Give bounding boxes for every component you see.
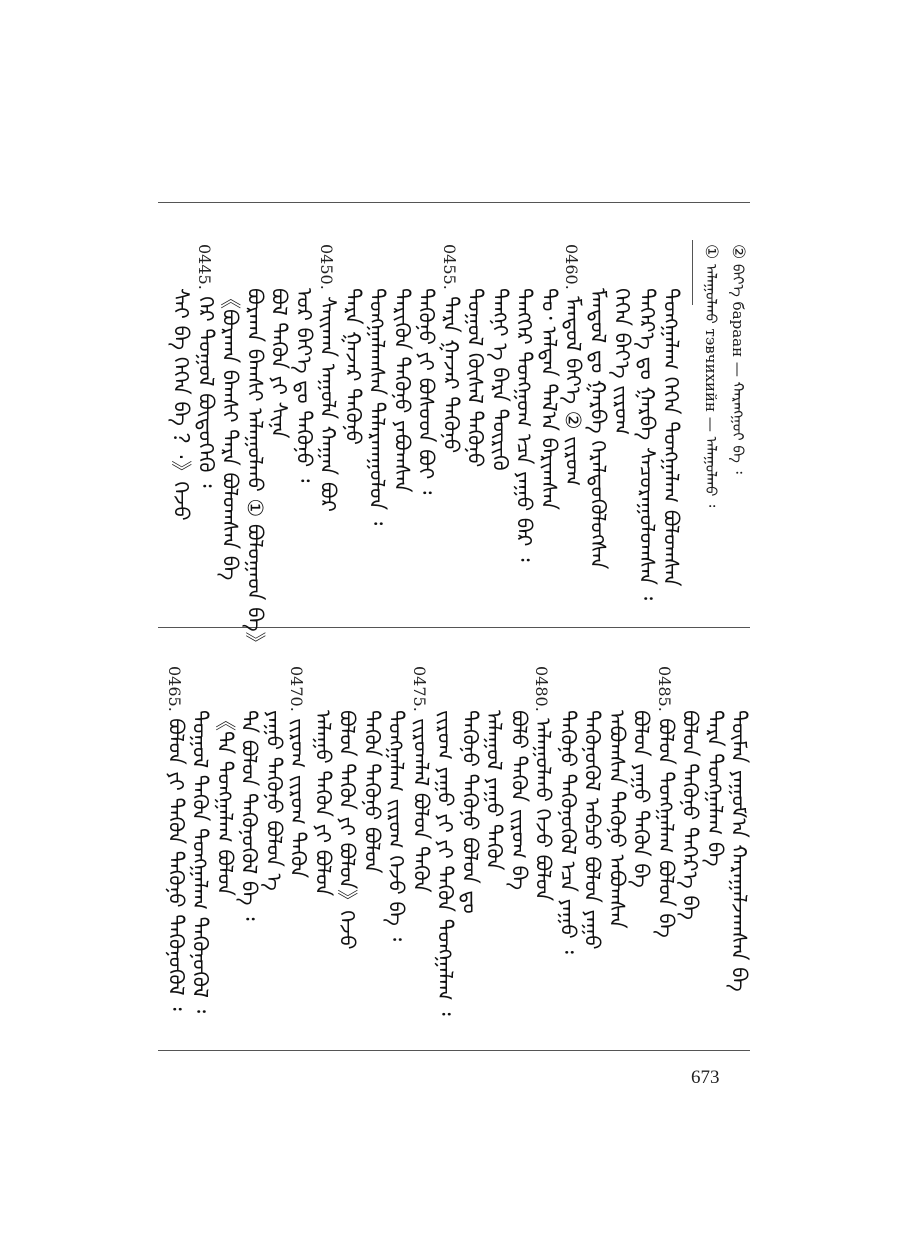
verse-line [310, 710, 335, 897]
verse-text: ᠲᠡᠭᠦᠨᠦ ᠶᠢ ᠪᠤᠰᠤᠳ ᠪᠤᠢ ᠄ [414, 288, 438, 495]
line-number: 0465. [164, 666, 184, 712]
line-number: 0450. [317, 244, 336, 290]
footnote-separator [692, 240, 693, 305]
verse-text: ᠪᠤᠯᠤᠨ ᠶᠠᠭᠤ ᠲᠡᠭᠦᠨ ᠪᠠ [629, 710, 653, 888]
verse-text: ᠰᠠᠢ ᠪᠠ ᠭᠡᠭᠡᠨ ᠪᠠ ？·》ᠭᠡᠵᠦ [169, 288, 193, 521]
verse-text: ᠲᠤᠩᠭᠠᠯᠠᠭᠰᠠᠨ ᠲᠠᠯᠠᠷᠬᠠᠭᠤᠯᠤᠨ ᠄ [365, 288, 389, 526]
verse-text: ᠲᠦᠮᠡᠨ ᠶᠠᠭᠤᠮ᠎ᠠ ᠬᠠᠷᠠᠭᠠᠯᠵᠠᠭᠰᠠᠨ ᠪᠠ [727, 710, 751, 992]
verse-text: ᠲᠡᠷᠡ ᠭᠠᠵᠠᠷ ᠲᠡᠭᠦᠨᠦ [340, 288, 365, 445]
verse-line [389, 288, 414, 493]
verse-text: ᠲᠡᠷᠡ ᠭᠠᠵᠠᠷ ᠲᠡᠭᠦᠨᠦ [438, 296, 463, 454]
verse-text: ᠲᠡᠭᠦᠨᠦ ᠲᠡᠭᠦᠨᠦ ᠪᠤᠯᠤᠨ ᠳᠤ [457, 710, 482, 914]
verse-line [533, 666, 553, 901]
verse-text: ᠮᠠᠨᠳᠤᠯ ᠳᠤ ᠭᠠᠷᠪᠠ ᠭᠡᠷᠡᠯᠲᠦᠭᠦᠯᠦᠭᠰᠡᠨ [585, 288, 610, 570]
verse-line [386, 710, 406, 941]
verse-line [634, 288, 659, 601]
verse-line [367, 288, 387, 525]
verse-text: ᠮᠠᠨᠳᠤᠯ ᠪᠡᠶ᠎ᠡ ② ᠵᠢᠷᠤᠭ [561, 296, 585, 487]
footnote-headword: ᠪᠡᠶ᠎ᠡ [729, 264, 747, 297]
verse-text: ᠠᠪᠤᠭᠰᠠᠨ ᠲᠡᠭᠦᠨᠦ ᠠᠪᠤᠭᠰᠠᠨ [604, 710, 629, 929]
verse-line [506, 710, 531, 891]
verse-line [484, 710, 504, 870]
verse-line [291, 288, 316, 483]
verse-line [729, 710, 749, 992]
footnote-dash: — [729, 361, 747, 377]
top-rule [158, 202, 750, 203]
verse-line [585, 288, 610, 570]
verse-line [435, 710, 455, 1016]
verse-text: ᠳᠡᠭᠡᠷ᠎ᠡ ᠳᠤ ᠭᠠᠷᠪᠠ ᠰᠠᠴᠤᠷᠠᠭᠤᠯᠤᠭᠰᠠᠨ ᠄ [634, 288, 659, 601]
verse-line [288, 666, 308, 878]
verse-text: ᠪᠤᠯᠤᠨ ᠲᠡᠭᠦᠨᠦ ᠳᠡᠭᠡᠷ᠎ᠡ ᠪᠠ [678, 710, 702, 920]
verse-text: ᠲᠡᠩᠭᠡᠷ ᠳᠤᠩᠭᠤᠭ ᠡᠴᠡ ᠶᠠᠭᠤ ᠪᠠᠷ ᠄ [512, 288, 536, 562]
verse-text: ᠠᠯᠠᠭᠤ ᠲᠡᠭᠦᠨ ᠶᠢ ᠪᠤᠯᠤᠨ [310, 710, 335, 897]
verse-line [212, 710, 237, 896]
verse-text: ᠪᠤᠯᠤ ᠲᠡᠭᠦᠨ ᠵᠢᠷᠤᠭ ᠪᠠ [506, 710, 531, 891]
footnote-headword: ᠠᠯᠠᠭᠤᠯᠬᠤ [702, 264, 720, 324]
verse-line [702, 710, 727, 867]
verse-text: ᠠᠯᠠᠭᠤᠯ ᠶᠠᠭᠤ ᠲᠡᠭᠦᠨ [482, 710, 506, 871]
verse-line [318, 244, 338, 512]
verse-line [239, 710, 259, 921]
verse-text: ᠲᠡᠷᠡ ᠲᠤᠩᠭᠠᠯᠠᠭ ᠪᠠ [702, 710, 727, 867]
verse-text: ᠶᠠᠭᠤ ᠲᠡᠭᠦᠨᠦ ᠪᠤᠯᠤᠨ ᠡ [261, 710, 286, 891]
verse-text: ᠪᠤᠯᠤᠨ ᠶᠢ ᠲᠡᠭᠦᠨ ᠲᠡᠭᠦᠨᠦ ᠲᠡᠭᠦᠨᠦᠭᠦᠯ ᠄ [163, 718, 188, 1011]
verse-text: ᠣᠷ ᠪᠡᠶ᠎ᠡ ᠳᠤ ᠲᠡᠭᠦᠨᠦ ᠄ [291, 288, 316, 483]
verse-text: ᠲᠤᠩᠭᠠᠯᠠᠭ ᠭᠡᠭᠡᠨ ᠲᠤᠩᠭᠠᠯᠠᠭ ᠪᠤᠯᠤᠭᠰᠠᠨ [659, 288, 683, 587]
verse-line [193, 244, 218, 488]
verse-line [465, 288, 485, 467]
verse-line [653, 666, 678, 938]
verse-text: ᠵᠢᠷᠤᠭᠯᠠᠯ ᠪᠤᠯᠤᠨ ᠲᠡᠭᠦᠨ [408, 718, 433, 893]
line-number: 0455. [439, 244, 459, 290]
verse-line [438, 244, 463, 454]
verse-text: ᠪᠤᠯᠤᠨ ᠲᠡᠭᠦᠨ ᠶᠢ ᠪᠤᠯᠤᠨ》ᠭᠡᠵᠦ [335, 710, 359, 950]
verse-line [604, 710, 629, 929]
verse-text: ᠰᠠᠢᠬᠠᠨ ᠠᠭᠤᠯᠠ ᠬᠠᠭᠠᠨ ᠪᠤᠷ [316, 296, 340, 512]
verse-text: ᠪᠣᠯ ᠲᠡᠭᠦᠨ ᠶᠢ ᠰᠢᠨᠡ [267, 288, 291, 439]
line-number: 0460. [562, 244, 581, 290]
verse-text: ᠲᠡᠭᠦᠨᠦ ᠲᠡᠭᠦᠨᠦᠭᠦᠯ ᠡᠴᠡ ᠶᠠᠭᠤ ᠄ [555, 710, 580, 954]
line-number: 0480. [532, 666, 551, 712]
verse-text: ᠲᠠ ᠪᠤᠯᠤᠨ ᠲᠡᠭᠦᠨᠦᠭᠦᠯ ᠪᠠ ᠄ [237, 710, 261, 921]
footnote-gloss: тэвчихийн [702, 328, 720, 413]
footnote-gloss: бараан [729, 301, 747, 358]
verse-text: ᠲᠠᠩᠨᠢ ᠡ ᠪᠡᠷᠡ ᠳᠦᠷᠢᠭᠦ [487, 288, 512, 471]
verse-line [359, 710, 384, 874]
verse-line [220, 288, 240, 580]
verse-line [582, 710, 602, 950]
verse-line [487, 288, 512, 471]
verse-line [340, 288, 365, 445]
verse-line [514, 288, 534, 562]
verse-line [680, 710, 700, 920]
footnote-dash: — [702, 416, 720, 432]
verse-text: 《ᠲᠠ ᠲᠤᠩᠭᠠᠯᠠᠭ ᠪᠤᠯᠤᠨ [212, 710, 237, 896]
verse-text: ᠲᠡᠷᠢᠭᠦᠨ ᠲᠡᠭᠦᠨᠦ ᠶᠠᠪᠤᠭᠰᠠᠨ [389, 288, 414, 493]
verse-text: ᠲᠤᠩᠭᠠᠯᠠᠭ ᠵᠢᠷᠤᠭ ᠭᠡᠵᠦ ᠪᠠ ᠄ [384, 710, 408, 942]
line-number: 0445. [194, 244, 214, 290]
verse-line [337, 710, 357, 950]
footnote-definition: ᠠᠯᠠᠭᠤᠯᠬᠤ ᠄ [702, 436, 720, 508]
verse-text: ᠭᠡᠭᠡᠨ ᠪᠡᠶ᠎ᠡ ᠵᠢᠷᠤᠭ [610, 288, 634, 436]
verse-text: ᠪᠤᠯᠤᠨ ᠲᠤᠩᠭᠠᠯᠠᠭ ᠪᠤᠯᠤᠨ ᠪᠠ [653, 718, 678, 938]
footnote-marker: ② [728, 244, 748, 260]
verse-line [457, 710, 482, 914]
verse-line [536, 288, 561, 511]
verse-text: ᠲᠤᠭᠤᠯ ᠬᠦᠰᠡᠯ ᠲᠡᠭᠦᠨᠦ [463, 288, 487, 468]
bottom-rule [158, 1050, 750, 1051]
verse-text: ᠭᠡᠷ ᠲᠤᠭᠤᠯ ᠪᠦᠲᠦᠭᠡᠬᠦ ᠄ [193, 296, 218, 488]
verse-text: 《ᠪᠤᠷᠬᠠᠨ ᠪᠠᠭᠰᠢ ᠲᠠᠷᠠ ᠪᠤᠯᠤᠭᠰᠠᠨ ᠪᠠ [218, 288, 242, 581]
verse-text: ᠪᠤᠷᠬᠠᠨ ᠪᠠᠭᠰᠢ ᠠᠯᠠᠭᠤᠯᠬᠤ ① ᠪᠤᠯᠤᠭᠠᠳ ᠪᠠ》 [242, 288, 267, 653]
page-number: 673 [691, 1067, 720, 1088]
verse-line [163, 666, 188, 1011]
verse-line [261, 710, 286, 891]
verse-text: ᠵᠢᠷᠤᠭ ᠶᠠᠭᠤ ᠶᠢ ᠶᠢ ᠲᠡᠭᠦᠨ ᠲᠤᠩᠭᠠᠯᠠᠭ ᠄ [433, 710, 457, 1016]
verse-line [631, 710, 651, 888]
verse-text: ᠲᠡᠭᠦᠨᠦᠭᠦᠯ ᠠᠪᠴᠤ ᠪᠤᠯᠤᠨ ᠶᠠᠭᠤ [580, 710, 604, 950]
verse-text: ᠲᠤᠭᠤᠯ ᠲᠡᠭᠦᠨ ᠲᠤᠩᠭᠠᠯᠠᠭ ᠲᠡᠭᠦᠨᠦᠭᠦᠯ ᠄ [188, 710, 212, 1014]
verse-line [408, 666, 433, 893]
verse-line [171, 288, 191, 521]
verse-line [269, 288, 289, 438]
footnote-marker: ① [701, 244, 721, 260]
footnote-definition: ᠬᠠᠷᠠᠩᠭᠤᠢ ᠪᠡ ᠄ [729, 381, 747, 474]
verse-line [661, 288, 681, 586]
verse-line [612, 288, 632, 435]
verse-line [555, 710, 580, 954]
footnote [728, 244, 748, 474]
verse-text: ᠠᠯᠠᠭᠤᠯᠬᠤ ᠭᠡᠵᠦ ᠪᠤᠯᠤᠨ [531, 718, 555, 902]
line-number: 0485. [654, 666, 674, 712]
verse-line [563, 244, 583, 486]
verse-line [416, 288, 436, 494]
line-number: 0475. [409, 666, 429, 712]
verse-line [242, 288, 267, 653]
verse-text: ᠲᠤ᠂ ᠠᠯᠲᠠᠨ ᠲᠠᠯ᠎ᠠ ᠪᠠᠷᠢᠭᠰᠠᠨ [536, 288, 561, 511]
verse-text: ᠵᠢᠷᠤᠭ ᠵᠢᠷᠤᠭ ᠲᠡᠭᠦᠨ [286, 718, 310, 879]
line-number: 0470. [287, 666, 306, 712]
footnote [701, 244, 721, 507]
verse-text: ᠲᠡᠭᠦᠨ ᠲᠡᠭᠦᠨᠦ ᠪᠤᠯᠤᠨ [359, 710, 384, 874]
verse-line [190, 710, 210, 1013]
